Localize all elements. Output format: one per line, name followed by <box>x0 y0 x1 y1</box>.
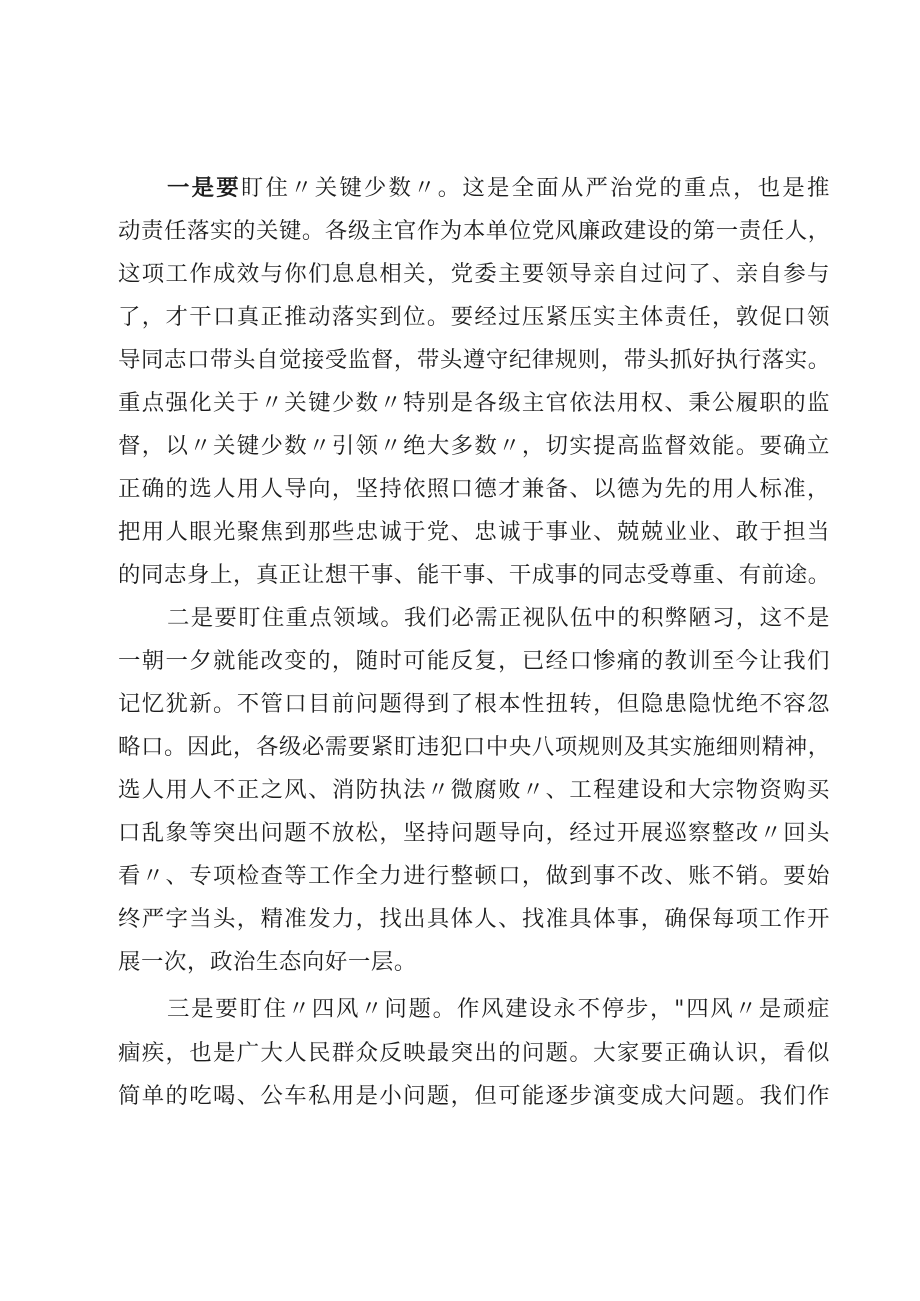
paragraph-2-line-3: 记忆犹新。不管口目前问题得到了根本性扭转，但隐患隐忧绝不容忽 <box>118 691 830 717</box>
paragraph-1-line-9: 把用人眼光聚焦到那些忠诚于党、忠诚于事业、兢兢业业、敢于担当 <box>118 519 830 545</box>
paragraph-1-line-1-text: 盯住〃关键少数〃。这是全面从严治党的重点，也是推 <box>240 175 830 201</box>
paragraph-3-line-1: 三是要盯住〃四风〃问题。作风建设永不停步，"四风〃是顽症 <box>167 996 830 1022</box>
paragraph-2-line-2: 一朝一夕就能改变的，随时可能反复，已经口惨痛的教训至今让我们 <box>118 648 830 674</box>
paragraph-1-line-1 <box>167 172 830 204</box>
paragraph-1-lead: 一是要 <box>167 175 241 201</box>
paragraph-2-line-5: 选人用人不正之风、消防执法〃微腐败〃、工程建设和大宗物资购买 <box>118 777 830 803</box>
paragraph-1-line-8: 正确的选人用人导向，坚持依照口德才兼备、以德为先的用人标准， <box>118 476 830 502</box>
paragraph-2-line-7: 看〃、专项检查等工作全力进行整顿口，做到事不改、账不销。要始 <box>118 863 830 889</box>
paragraph-1-line-6: 重点强化关于〃关键少数〃特别是各级主官依法用权、秉公履职的监 <box>118 390 830 416</box>
paragraph-2-line-9: 展一次，政治生态向好一层。 <box>118 949 417 975</box>
paragraph-1-line-3: 这项工作成效与你们息息相关，党委主要领导亲自过问了、亲自参与 <box>118 261 830 287</box>
paragraph-1-line-5: 导同志口带头自觉接受监督，带头遵守纪律规则，带头抓好执行落实。 <box>118 347 831 373</box>
paragraph-2-line-1: 二是要盯住重点领域。我们必需正视队伍中的积弊陋习，这不是 <box>167 605 830 631</box>
paragraph-3-line-2: 痼疾，也是广大人民群众反映最突出的问题。大家要正确认识，看似 <box>118 1040 830 1066</box>
paragraph-1-line-4: 了，才干口真正推动落实到位。要经过压紧压实主体责任，敦促口领 <box>118 304 830 330</box>
paragraph-1-line-10: 的同志身上，真正让想干事、能干事、干成事的同志受尊重、有前途。 <box>118 562 831 588</box>
paragraph-3-line-3: 简单的吃喝、公车私用是小问题，但可能逐步演变成大问题。我们作 <box>118 1083 830 1109</box>
paragraph-2-line-8: 终严字当头，精准发力，找出具体人、找准具体事，确保每项工作开 <box>118 906 830 932</box>
paragraph-1-line-2: 动责任落实的关键。各级主官作为本单位党风廉政建设的第一责任人， <box>118 218 831 244</box>
paragraph-2-line-6: 口乱象等突出问题不放松，坚持问题导向，经过开展巡察整改〃回头 <box>118 820 830 846</box>
paragraph-2-line-4: 略口。因此，各级必需要紧盯违犯口中央八项规则及其实施细则精神， <box>118 734 831 760</box>
paragraph-1-line-7: 督，以〃关键少数〃引领〃绝大多数〃，切实提高监督效能。要确立 <box>118 433 830 459</box>
